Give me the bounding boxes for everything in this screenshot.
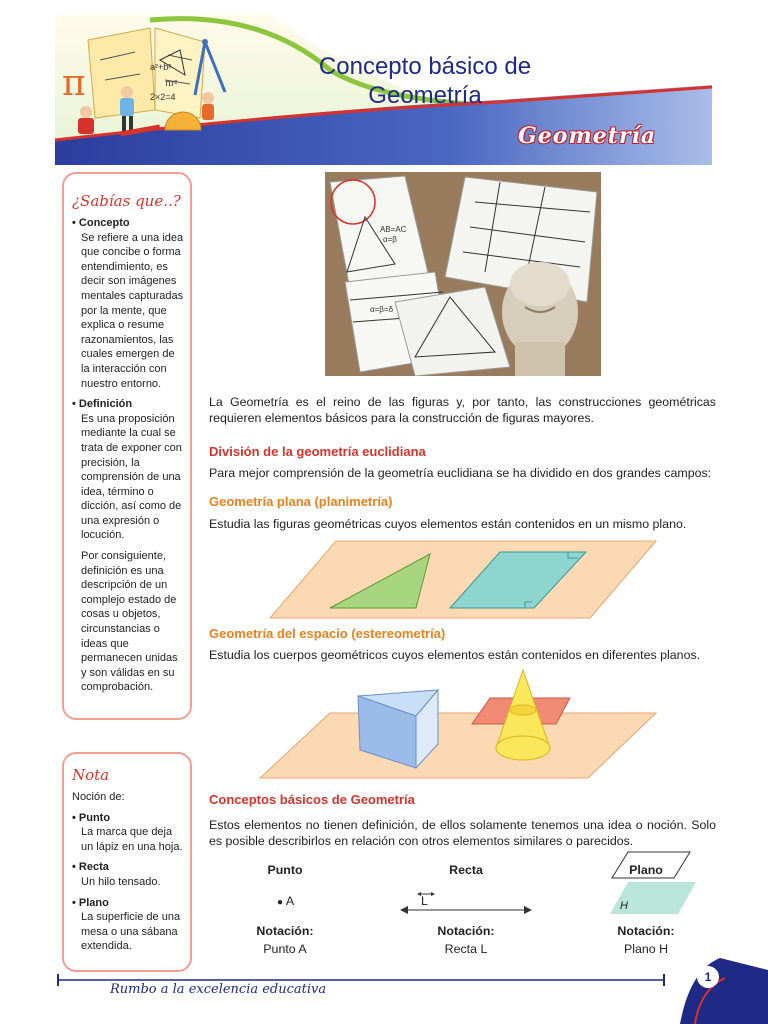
division-paragraph: Para mejor comprensión de la geometría euclidiana se ha dividido en dos grandes campos: xyxy=(209,466,712,480)
title-line-1: Concepto básico de xyxy=(318,53,532,80)
picture-label: α=β xyxy=(383,235,397,244)
nota-item-plano xyxy=(72,896,184,954)
picture-label: AB=AC xyxy=(380,225,407,234)
geometry-papers-picture xyxy=(325,172,601,376)
nota-item-term: • Recta xyxy=(72,861,109,874)
nota-item-def: La superficie de una mesa o una sábana extendida. xyxy=(81,911,181,953)
picture-label: α=β=δ xyxy=(370,305,394,314)
nota-intro: Noción de: xyxy=(72,791,125,803)
nota-item-def: Un hilo tensado. xyxy=(81,875,161,888)
nota-item-def: La marca que deja un lápiz en una hoja. xyxy=(81,826,183,853)
line-diagram xyxy=(398,890,534,920)
conceptos-paragraph: Estos elementos no tienen definición, de ellos solamente tenemos una idea o noción. Solo es posible describirlos en relación con otros elementos similares o parecidos. xyxy=(209,818,716,848)
nota-item-term: • Plano xyxy=(72,896,109,909)
svg-text:a²+b²: a²+b² xyxy=(150,62,172,72)
punto-label: Punto xyxy=(267,863,303,877)
plane-name: H xyxy=(620,900,628,912)
nota-item-punto xyxy=(72,811,184,855)
plano-label: Plano xyxy=(629,863,663,877)
solid-figures-diagram xyxy=(258,668,658,780)
plano-notation-label: Notación: xyxy=(617,924,675,938)
svg-text:π: π xyxy=(62,63,86,104)
recta-label: Recta xyxy=(449,863,483,877)
nota-box xyxy=(62,752,192,972)
sabias-item-concepto xyxy=(72,216,184,391)
punto-notation-label: Notación: xyxy=(256,924,314,938)
punto-notation: Punto A xyxy=(263,942,307,956)
point-name: A xyxy=(285,894,295,908)
espacio-heading: Geometría del espacio (estereometría) xyxy=(209,626,446,641)
intro-paragraph: La Geometría es el reino de las figuras y, por tanto, las construcciones geométricas requieren elementos básicos para la construcción de figuras mayores. xyxy=(209,395,716,425)
sabias-que-box xyxy=(62,172,192,720)
nota-item-recta xyxy=(72,860,184,889)
point-dot-icon: ● xyxy=(277,897,284,908)
title-line-2: Geometría xyxy=(368,82,482,109)
svg-text:2×2=4: 2×2=4 xyxy=(150,92,176,102)
espacio-paragraph: Estudia los cuerpos geométricos cuyos elementos están contenidos en diferentes planos. xyxy=(209,648,701,662)
plana-paragraph: Estudia las figuras geométricas cuyos elementos están contenidos en un mismo plano. xyxy=(209,517,687,531)
footer-slogan: Rumbo a la excelencia educativa xyxy=(110,982,327,997)
sabias-item-def: Se refiere a una idea que concibe o forma entendimiento, es decir son imágenes mentales capturadas por la mente, que explica o resume razonamientos, las cuales emergen de la interacción con nuestro entorno. xyxy=(81,231,184,390)
sabias-item-definicion xyxy=(72,397,184,543)
recta-notation: Recta L xyxy=(444,942,488,956)
conceptos-heading: Conceptos básicos de Geometría xyxy=(209,792,415,807)
point-diagram xyxy=(277,894,294,908)
line-name: L xyxy=(421,894,428,908)
page-number: 1 xyxy=(697,966,719,988)
plane-figures-diagram xyxy=(268,538,658,620)
nota-heading: Nota xyxy=(72,766,110,784)
plano-notation: Plano H xyxy=(623,942,669,956)
nota-item-term: • Punto xyxy=(72,811,111,824)
division-heading: División de la geometría euclidiana xyxy=(209,444,426,459)
page-title xyxy=(260,52,590,110)
recta-notation-label: Notación: xyxy=(437,924,495,938)
sabias-extra-paragraph: Por consiguiente, definición es una descripción de un complejo estado de cosas u objetos, circunstancias o ideas que permanecen unidas y son válidas en su comprobación. xyxy=(81,550,178,694)
sabias-item-term: • Concepto xyxy=(72,217,130,229)
plana-heading: Geometría plana (planimetría) xyxy=(209,494,393,509)
svg-text:πr²: πr² xyxy=(165,78,178,88)
sabias-que-heading: ¿Sabías que..? xyxy=(72,192,181,210)
sabias-item-def: Es una proposición mediante la cual se trata de exponer con precisión, la comprensión de una idea, término o dicción, así como de una expresión o locución. xyxy=(81,412,182,542)
subject-label: Geometría xyxy=(518,123,657,149)
sabias-item-term: • Definición xyxy=(72,398,133,411)
